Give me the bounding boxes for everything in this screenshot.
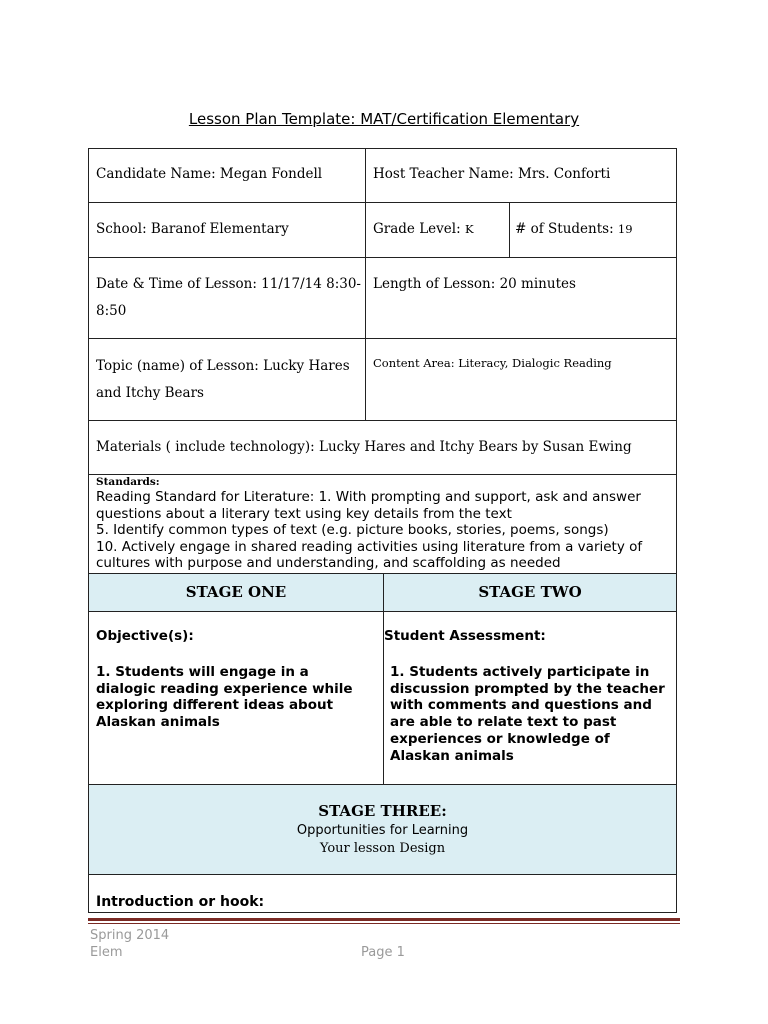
stage-two-title: STAGE TWO [478,583,582,601]
students-label: # of Students: [515,221,618,237]
row-divider [88,474,677,475]
row-divider [88,874,677,875]
footer-program: Elem [90,945,123,960]
stage-three-design: Your lesson Design [319,841,446,856]
objectives-heading: Objective(s): [96,628,194,644]
assessment-line: experiences or knowledge of [390,730,610,747]
assessment-line: are able to relate text to past [390,714,617,731]
footer-season: Spring 2014 [90,928,170,943]
objectives-list [96,664,353,731]
introduction-hook-heading: Introduction or hook: [96,894,265,910]
row-divider [88,420,677,421]
stage-three-subtitle: Opportunities for Learning [296,823,469,838]
objective-line: 1. Students will engage in a [96,664,309,680]
content-area: Content Area: Literacy, Dialogic Reading [373,356,612,370]
assessment-heading: Student Assessment: [384,628,546,644]
host-teacher-name: Host Teacher Name: Mrs. Conforti [373,166,611,182]
column-divider [509,202,510,257]
objective-line: exploring different ideas about [96,697,334,714]
standard-line: 10. Actively engage in shared reading activities using literature from a variety of [96,538,643,555]
school-name: School: Baranof Elementary [96,221,289,237]
assessment-line: discussion prompted by the teacher [390,680,665,697]
standard-line: questions about a literary text using key details from the text [96,505,512,522]
column-divider [383,573,384,784]
row-divider [88,202,677,203]
assessment-line: with comments and questions and [390,697,652,714]
lesson-date-line-1: Date & Time of Lesson: 11/17/14 8:30- [96,276,361,292]
column-divider [365,148,366,420]
lesson-length: Length of Lesson: 20 minutes [373,276,576,292]
standards-heading: Standards: [96,476,160,488]
students-value: 19 [617,222,633,236]
materials: Materials ( include technology): Lucky Hares and Itchy Bears by Susan Ewing [96,439,632,455]
lesson-topic-line-2: and Itchy Bears [96,385,204,401]
row-divider [88,338,677,339]
stage-one-title: STAGE ONE [185,583,287,601]
assessment-line: 1. Students actively participate in [390,664,650,680]
grade-level-label: Grade Level: [373,221,465,237]
standard-line: cultures with purpose and understanding, and scaffolding as needed [96,555,561,571]
number-of-students [515,216,633,243]
grade-level [373,216,474,243]
standard-line: Reading Standard for Literature: 1. With prompting and support, ask and answer [96,489,641,505]
grade-level-value: K [464,222,474,236]
candidate-name: Candidate Name: Megan Fondell [96,166,323,182]
stage-three-title: STAGE THREE: [318,802,447,820]
footer-rule [88,918,680,921]
footer-rule-thin [88,923,680,924]
assessment-line: Alaskan animals [390,747,514,764]
standards-list [96,489,642,572]
row-divider [88,257,677,258]
lesson-date-line-2: 8:50 [96,303,127,319]
objective-line: dialogic reading experience while [96,680,353,697]
page-number: Page 1 [361,945,405,960]
document-title: Lesson Plan Template: MAT/Certification Elementary [188,110,580,128]
lesson-topic-line-1: Topic (name) of Lesson: Lucky Hares [96,358,350,374]
assessment-list [390,664,665,764]
objective-line: Alaskan animals [96,714,220,731]
standard-line: 5. Identify common types of text (e.g. picture books, stories, poems, songs) [96,522,609,538]
row-divider [88,784,677,785]
